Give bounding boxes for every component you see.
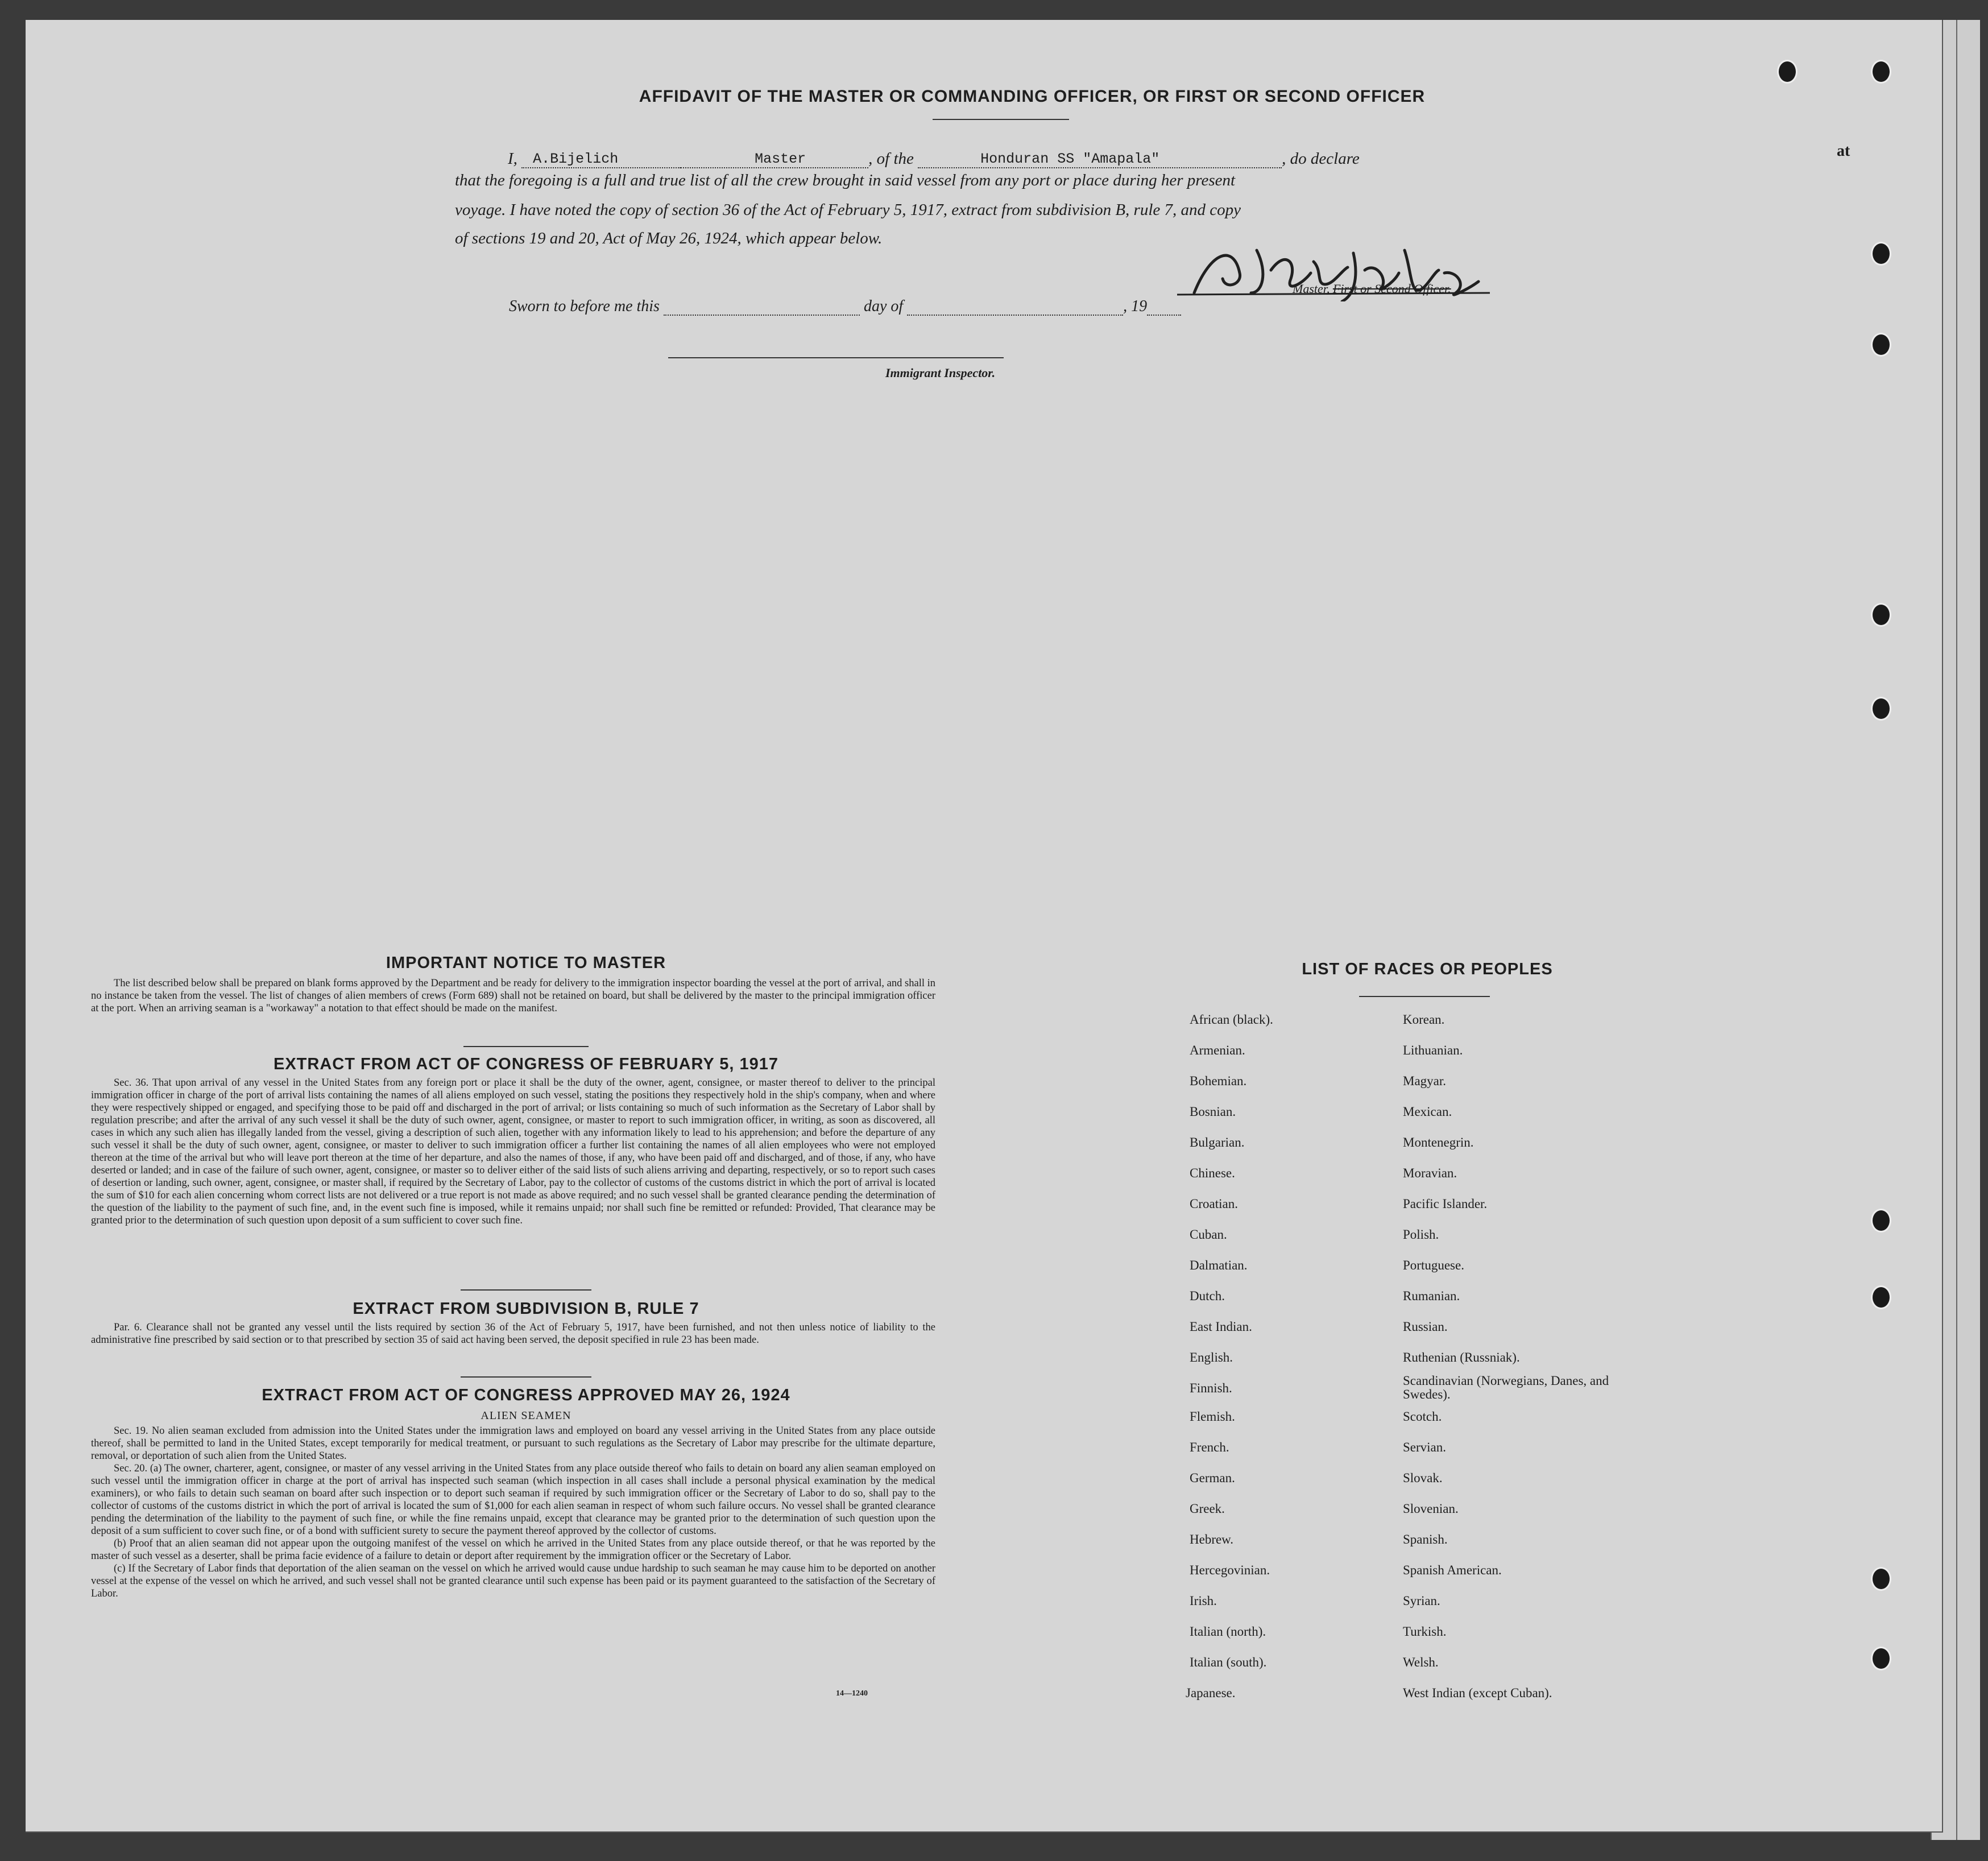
master-position: Master [681,151,868,168]
punch-hole-4 [1871,333,1891,357]
document-page [26,20,1943,1833]
divider-2 [461,1289,591,1291]
race-left-11: East Indian. [1190,1320,1252,1334]
race-left-2: Armenian. [1190,1043,1245,1057]
punch-hole-10 [1871,1647,1891,1670]
signer-caption [1293,282,1451,296]
margin-mark: at [1837,142,1850,160]
race-right-2: Lithuanian. [1403,1043,1463,1057]
race-left-1: African (black). [1190,1012,1273,1027]
race-left-23: Japanese. [1186,1686,1236,1700]
race-left-3: Bohemian. [1190,1074,1247,1088]
race-left-16: German. [1190,1471,1235,1485]
affidavit-line-1 [508,150,1588,168]
extract-1917-text: Sec. 36. That upon arrival of any vessel in the United States from any foreign port or place it shall be the duty of the owner, agent, consignee, or master thereof to deliver to the principal immigration officer in charge of the port of arrival lists containing the names of all aliens employed on such vessel, stating the positions they respectively hold in the ship's company, when and where they were respectively shipped or engaged, and specifying those to be paid off and discharged in the port of arrival; or lists containing so much of such information as the Secretary of Labor shall by regulation prescribe; and after the arrival of any such vessel it shall be the duty of such owner, agent, consignee, or master to report to such immigration officer, in writing, as soon as discovered, all cases in which any such alien has illegally landed from the vessel, giving a description of such alien, together with any information likely to lead to his apprehension; and before the departure of any such vessel it shall be the duty of such owner, agent, consignee, or master to deliver to such immigration officer a further list containing the names of all alien employees who were not employed thereon at the time of the arrival but who will leave port thereon at the time of her departure, and also the names of those, if any, who have been paid off and discharged, and of those, if any, who have deserted or landed; and in case of the failure of such owner, agent, consignee, or master so to deliver either of the said lists of such aliens arriving and departing, respectively, or so to report such cases of desertion or landing, such owner, agent, consignee, or master shall, if required by the Secretary of Labor, pay to the collector of customs of the customs district in which the port of arrival is located the sum of $10 for each alien concerning whom correct lists are not delivered or a true report is not made as above required; and no such vessel shall be granted clearance pending the determination of the question of the liability to the payment of such fine, and, in the event such fine is imposed, while it remains unpaid; nor shall such fine be remitted or refunded: Provided, That clearance may be granted prior to the determination of such question upon deposit of a sum sufficient to cover such fine. [91,1077,935,1226]
sec-20c-text: (c) If the Secretary of Labor finds that deportation of the alien seaman on the vessel on which he arrived would cause undue hardship to such seaman he may cause him to be deported on another vessel at the expense of the vessel on which he arrived, and such vessel shall not be granted clearance until such expense has been paid or its payment guaranteed to the satisfaction of the Secretary of Labor. [91,1563,935,1599]
extract-1924-subtitle: ALIEN SEAMEN [481,1409,571,1422]
sworn-day-field [664,315,860,316]
notice-title: IMPORTANT NOTICE TO MASTER [386,954,666,972]
sec-20a-text: Sec. 20. (a) The owner, charterer, agent, consignee, or master of any vessel arriving in the United States from any place outside thereof who fails to detain on board any alien seaman employed on such vessel until the immigration officer in charge at the port of arrival has inspected such seaman (which inspection in all cases shall include a personal physical examination by the medical examiners), or who fails to detain such seaman on board after such inspection or to deport such seaman if required by such immigration officer or the Secretary of Labor to do so, shall pay to the collector of customs of the customs district in which the port of arrival is located the sum of $1,000 for each alien seaman in respect of whom such failure occurs. No vessel shall be granted clearance pending the determination of the liability to the payment of such fine, or while the fine remains unpaid, except that clearance may be granted prior to the determination of such question upon the deposit of a sum sufficient to cover such fine, or of a bond with sufficient surety to secure the payment thereof approved by the collector of customs. [91,1463,935,1537]
race-left-14: Flemish. [1190,1409,1235,1424]
extract-1924-body [91,1425,935,1600]
race-right-16: Slovak. [1403,1471,1443,1485]
sworn-prefix: Sworn to before me this [509,297,660,315]
races-title: LIST OF RACES OR PEOPLES [1302,960,1553,978]
extract-1924-title: EXTRACT FROM ACT OF CONGRESS APPROVED MAY 26, 1924 [262,1386,790,1404]
signer-caption-master: Master, [1293,282,1330,296]
punch-hole-5 [1871,603,1891,627]
race-left-21: Italian (north). [1190,1624,1266,1639]
extract-rule7-body [91,1321,935,1346]
race-left-5: Bulgarian. [1190,1135,1245,1149]
divider-1 [463,1046,589,1047]
race-left-4: Bosnian. [1190,1105,1236,1119]
extract-rule7-text: Par. 6. Clearance shall not be granted any vessel until the lists required by section 36 of the Act of February 5, 1917, have been furnished, and not then unless notice of liability to the administrative fine prescribed by said section or to that prescribed by section 35 of said act having been served, the deposit specified in rule 23 has been made. [91,1322,935,1346]
race-left-18: Hebrew. [1190,1532,1234,1546]
title-underline [933,119,1069,120]
race-right-23: West Indian (except Cuban). [1403,1686,1552,1700]
race-left-8: Cuban. [1190,1227,1227,1242]
race-right-11: Russian. [1403,1320,1448,1334]
affidavit-title: AFFIDAVIT OF THE MASTER OR COMMANDING OFFICER, OR FIRST OR SECOND OFFICER [639,87,1426,106]
affidavit-i: I, [508,150,517,168]
race-left-12: English. [1190,1350,1233,1364]
race-right-14: Scotch. [1403,1409,1442,1424]
race-left-9: Dalmatian. [1190,1258,1248,1272]
divider-3 [461,1376,591,1378]
race-right-19: Spanish American. [1403,1563,1502,1577]
punch-hole-7 [1871,1209,1891,1233]
punch-hole-9 [1871,1567,1891,1591]
sworn-year: , 19 [1123,297,1148,315]
race-right-8: Polish. [1403,1227,1439,1242]
race-left-13: Finnish. [1190,1381,1232,1395]
race-right-15: Servian. [1403,1440,1447,1454]
race-right-21: Turkish. [1403,1624,1447,1639]
race-right-9: Portuguese. [1403,1258,1464,1272]
sec-20b-text: (b) Proof that an alien seaman did not appear upon the outgoing manifest of the vessel on which he arrived in the United States from any place outside thereof, or that he was reported by the master of such vessel as a deserter, shall be prima facie evidence of a failure to detain or deport after requirement by the immigration officer or the Secretary of Labor. [91,1538,935,1562]
race-left-15: French. [1190,1440,1229,1454]
underlying-page-edge-2 [1956,20,1980,1840]
punch-hole-2 [1871,60,1891,84]
race-left-20: Irish. [1190,1594,1217,1608]
sec-19-text: Sec. 19. No alien seaman excluded from admission into the United States under the immigration laws and employed on board any vessel arriving in the United States from any place outside thereof, shall be permitted to land in the United States, except temporarily for medical treatment, or pursuant to such regulations as the Secretary of Labor may prescribe for the ultimate departure, removal, or deportation of such alien from the United States. [91,1425,935,1462]
punch-hole-3 [1871,242,1891,266]
race-right-10: Rumanian. [1403,1289,1460,1303]
race-right-5: Montenegrin. [1403,1135,1474,1149]
sworn-day-of: day of [863,297,904,315]
affidavit-line-4-c: , which appear below. [737,229,883,247]
extract-rule7-title: EXTRACT FROM SUBDIVISION B, RULE 7 [353,1300,699,1318]
sworn-line [509,297,1305,316]
inspector-signature-line [668,357,1004,358]
signer-caption-struck: First or Second Officer. [1332,282,1451,296]
punch-hole-8 [1871,1285,1891,1309]
sworn-year-field [1147,315,1181,316]
race-right-17: Slovenian. [1403,1502,1459,1516]
affidavit-line-4-b: 4 [728,229,738,247]
race-left-22: Italian (south). [1190,1655,1267,1669]
race-left-7: Croatian. [1190,1197,1238,1211]
race-right-12: Ruthenian (Russniak). [1403,1350,1520,1364]
race-right-4: Mexican. [1403,1105,1452,1119]
affidavit-line-4-a: of sections 19 and 20, Act of May 26, 192 [455,229,729,247]
notice-text: The list described below shall be prepared on blank forms approved by the Department and be ready for delivery to the immigration inspector boarding the vessel at the port of arrival, and shall in no instance be taken from the vessel. The list of changes of alien members of crews (Form 689) shall not be retained on board, but shall be delivered by the master to the principal immigration officer at the port. When an arriving seaman is a "workaway" a notation to that effect should be made on the manifest. [91,978,935,1014]
form-number: 14—1240 [836,1689,868,1698]
affidavit-do-declare: , do declare [1282,150,1360,168]
race-right-1: Korean. [1403,1012,1445,1027]
race-right-3: Magyar. [1403,1074,1447,1088]
race-right-7: Pacific Islander. [1403,1197,1488,1211]
extract-1917-title: EXTRACT FROM ACT OF CONGRESS OF FEBRUARY 5, 1917 [273,1055,779,1073]
race-right-20: Syrian. [1403,1594,1440,1608]
race-left-19: Hercegovinian. [1190,1563,1270,1577]
races-divider [1359,996,1490,997]
race-right-18: Spanish. [1403,1532,1448,1546]
punch-hole-1 [1777,60,1798,84]
affidavit-line-2: that the foregoing is a full and true list of all the crew brought in said vessel from any port or place during her present [455,171,1236,189]
race-left-6: Chinese. [1190,1166,1235,1180]
affidavit-of-the: , of the [868,150,914,168]
race-left-17: Greek. [1190,1502,1225,1516]
extract-1917-body [91,1077,935,1227]
race-right-6: Moravian. [1403,1166,1457,1180]
affidavit-line-3: voyage. I have noted the copy of section 36 of the Act of February 5, 1917, extract from subdivision B, rule 7, and copy [455,201,1241,219]
race-right-13: Scandinavian (Norwegians, Danes, and Swedes). [1403,1374,1609,1401]
race-right-22: Welsh. [1403,1655,1439,1669]
sworn-month-field [907,315,1123,316]
race-left-10: Dutch. [1190,1289,1225,1303]
master-name: A.Bijelich [521,151,681,168]
punch-hole-6 [1871,697,1891,721]
notice-body [91,977,935,1015]
inspector-caption: Immigrant Inspector. [885,366,996,380]
vessel-name: Honduran SS "Amapala" [918,151,1282,168]
